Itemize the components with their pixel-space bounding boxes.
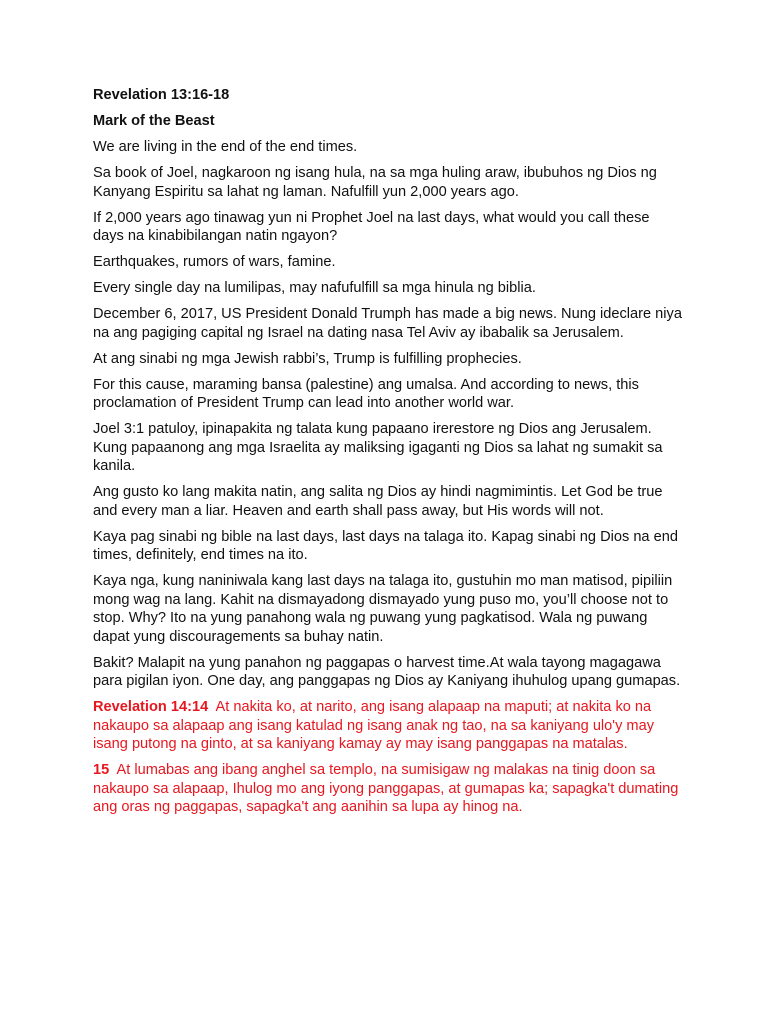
paragraph: Every single day na lumilipas, may nafufulfill sa mga hinula ng biblia.	[93, 280, 536, 296]
paragraph: Kaya pag sinabi ng bible na last days, last days na talaga ito. Kapag sinabi ng Dios na end times, definitely, end times na ito.	[93, 528, 678, 563]
verse-paragraph	[93, 698, 683, 754]
paragraph: At ang sinabi ng mga Jewish rabbi’s, Trump is fulfilling prophecies.	[93, 350, 522, 367]
paragraph: We are living in the end of the end times.	[93, 139, 358, 155]
verse-text: At nakita ko, at narito, ang isang alapaap na maputi; at nakita ko na nakaupo sa alapaap ang isang katulad ng isang anak ng tao, na sa kaniyang ulo'y may isang putong na ginto, at sa kaniyang kamay ay may isang panggapas na matalas.	[93, 699, 654, 752]
paragraph: Joel 3:1 patuloy, ipinapakita ng talata kung papaano irerestore ng Dios ang Jerusalem. Kung papaanong ang mga Israelita ay maliksing igaganti ng Dios sa lahat ng sumakit sa kanila.	[93, 421, 663, 474]
paragraph: Bakit? Malapit na yung panahon ng paggapas o harvest time.At wala tayong magagawa para pigilan iyon. One day, ang panggapas ng Dios ay Kaniyang ihuhulog upang gumapas.	[93, 654, 681, 689]
document-subtitle: Mark of the Beast	[93, 113, 215, 129]
document-title: Revelation 13:16-18	[93, 87, 230, 103]
verse-paragraph	[93, 761, 683, 817]
verse-text: At lumabas ang ibang anghel sa templo, na sumisigaw ng malakas na tinig doon sa nakaupo sa alapaap, Ihulog mo ang iyong panggapas, at gumapas ka; sapagka't dumating ang oras ng paggapas, sapagka't ang aanihin sa lupa ay hinog na.	[93, 762, 679, 815]
paragraph: Kaya nga, kung naniniwala kang last days na talaga ito, gustuhin mo man matisod, pipiliin mong wag na lang. Kahit na dismayadong dismayado yung puso mo, you’ll choose not to stop. Why? Ito na yung panahong wala ng puwang yung pagkatisod. Wala ng puwang dapat yung discouragements sa buhay natin.	[93, 573, 673, 645]
document-page	[93, 86, 683, 824]
paragraph: If 2,000 years ago tinawag yun ni Prophet Joel na last days, what would you call these days na kinabibilangan natin ngayon?	[93, 209, 650, 244]
paragraph: Sa book of Joel, nagkaroon ng isang hula, na sa mga huling araw, ibubuhos ng Dios ng Kanyang Espiritu sa lahat ng laman. Nafulfill yun 2,000 years ago.	[93, 165, 657, 200]
paragraph: December 6, 2017, US President Donald Trumph has made a big news. Nung ideclare niya na ang pagiging capital ng Israel na dating nasa Tel Aviv ay ibabalik sa Jerusalem.	[93, 306, 682, 341]
verse-reference: 15	[93, 762, 110, 778]
paragraph: Ang gusto ko lang makita natin, ang salita ng Dios ay hindi nagmimintis. Let God be true and every man a liar. Heaven and earth shall pass away, but His words will not.	[93, 484, 663, 519]
verse-reference: Revelation 14:14	[93, 699, 209, 715]
paragraph: Earthquakes, rumors of wars, famine.	[93, 254, 336, 270]
paragraph: For this cause, maraming bansa (palestine) ang umalsa. And according to news, this proclamation of President Trump can lead into another world war.	[93, 376, 639, 411]
